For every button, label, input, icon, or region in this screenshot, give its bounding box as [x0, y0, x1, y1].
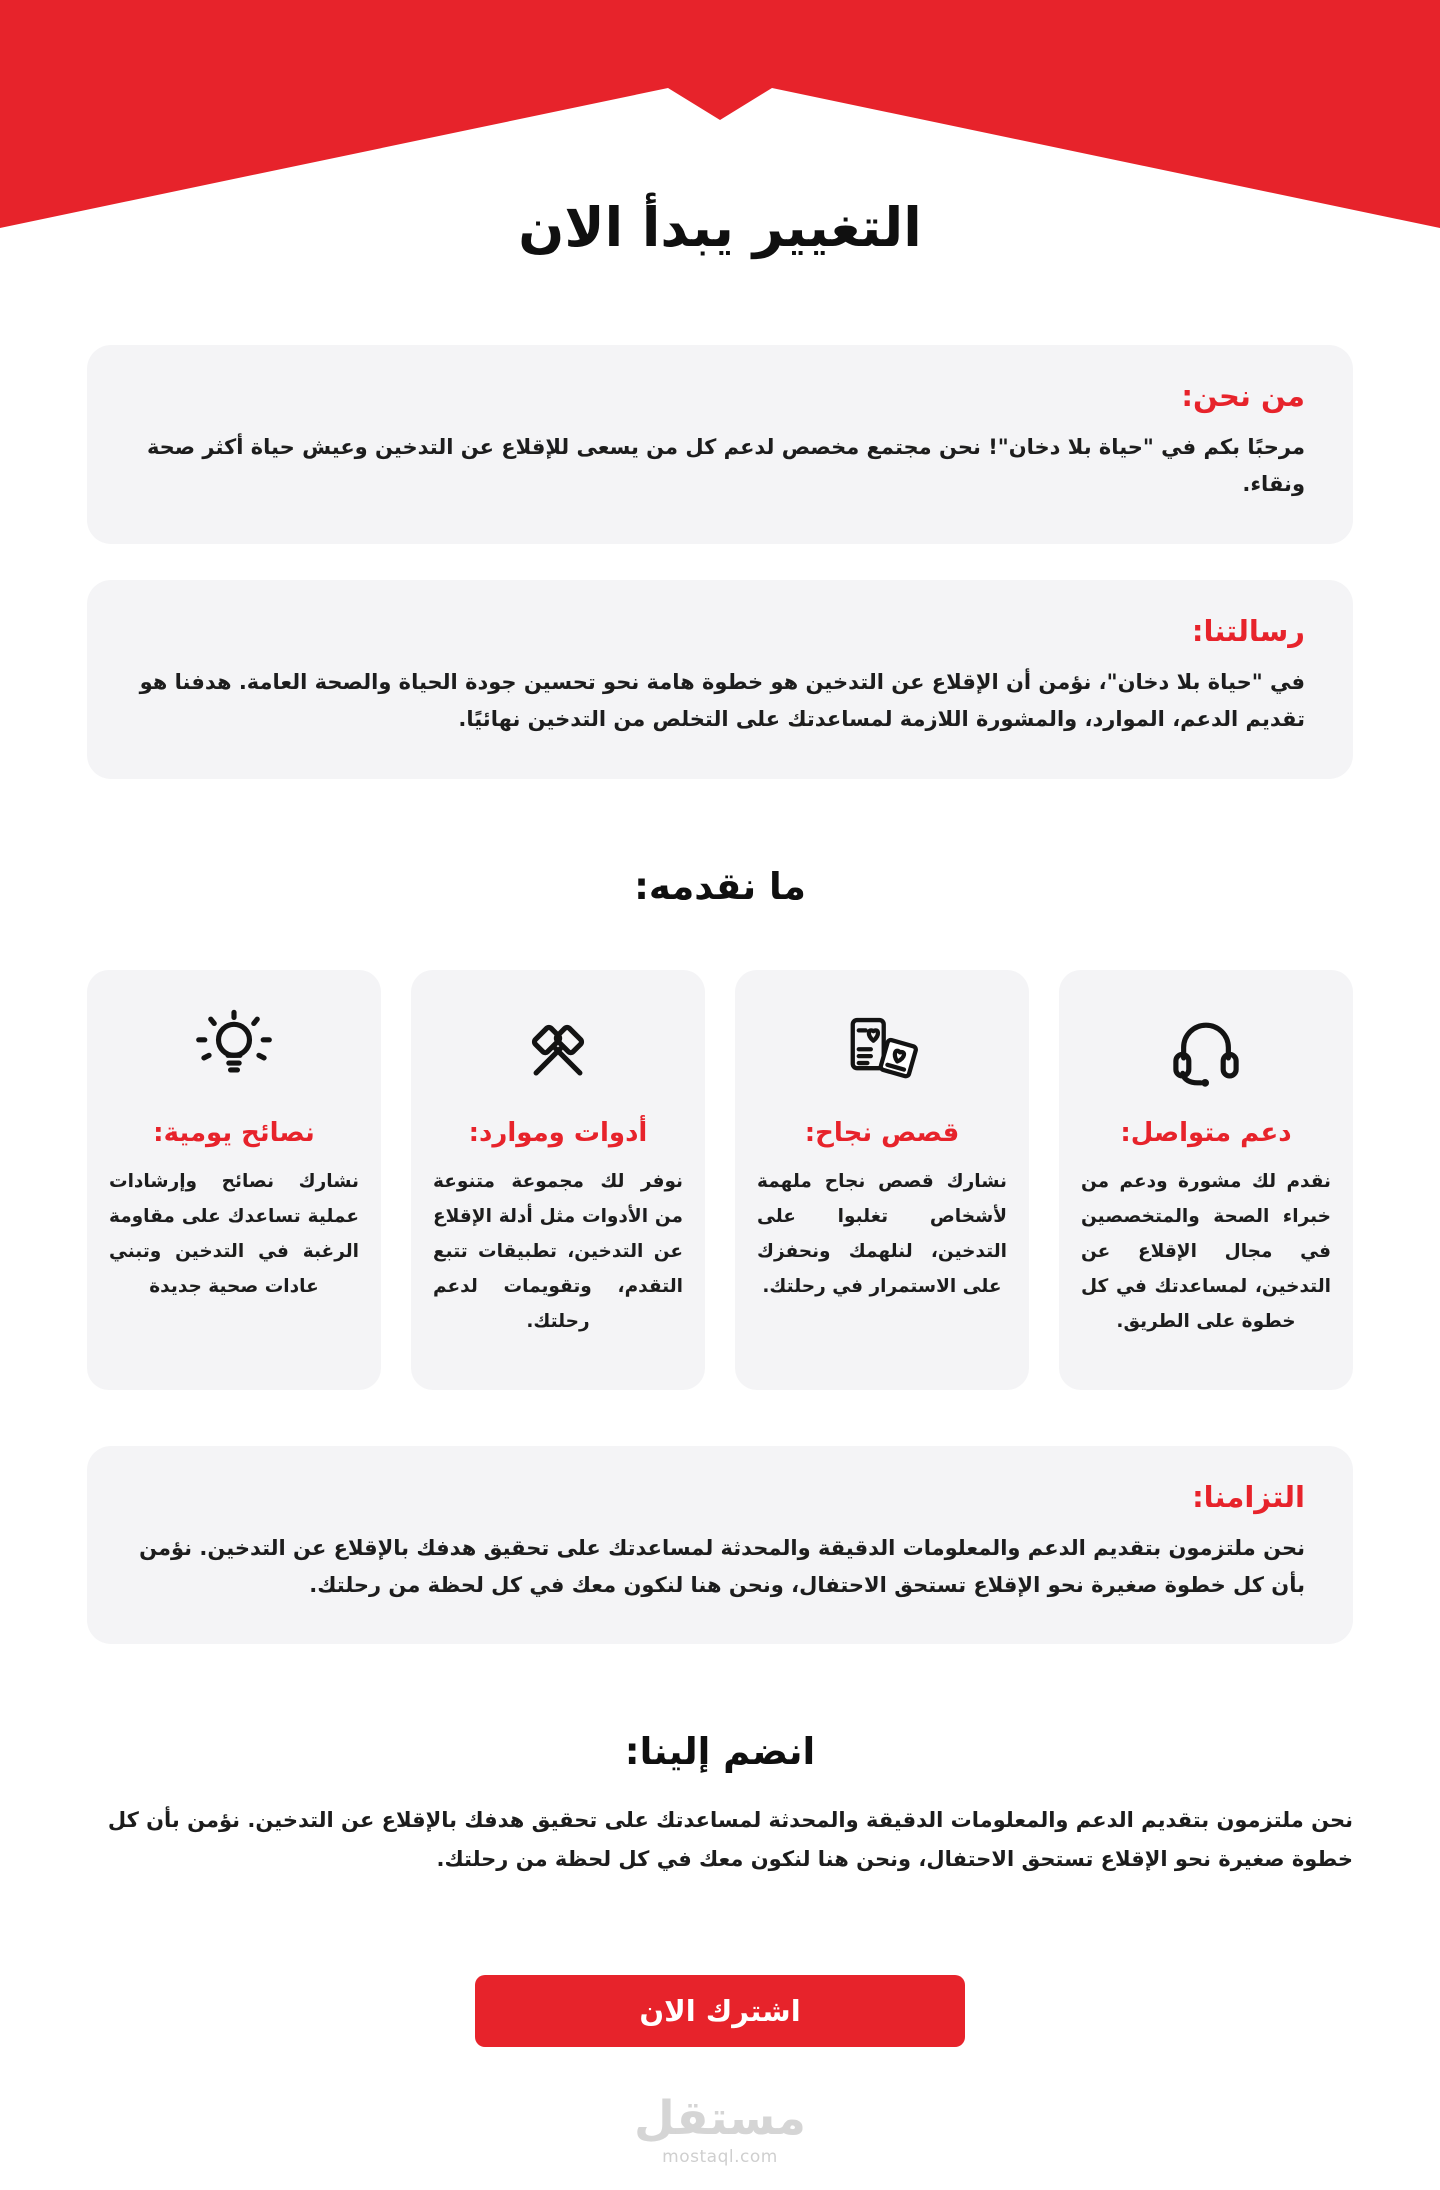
- hero-banner: [0, 0, 1440, 345]
- mission-card: [87, 580, 1353, 779]
- commitment-body: نحن ملتزمون بتقديم الدعم والمعلومات الدقيقة والمحدثة لمساعدتك على تحقيق هدفك بالإقلاع عن التدخين. نؤمن بأن كل خطوة صغيرة نحو الإقلاع تستحق الاحتفال، ونحن هنا لنكون معك في كل لحظة من رحلتك.: [139, 1535, 1305, 1597]
- banner-shape: [0, 0, 1440, 228]
- feature-body: نوفر لك مجموعة متنوعة من الأدوات مثل أدلة الإقلاع عن التدخين، تطبيقات تتبع التقدم، وتقويمات لدعم رحلتك.: [433, 1170, 683, 1333]
- feature-card-support: [1059, 970, 1353, 1390]
- about-body: مرحبًا بكم في "حياة بلا دخان"! نحن مجتمع مخصص لدعم كل من يسعى للإقلاع عن التدخين وعيش حياة أكثر صحة ونقاء.: [146, 435, 1305, 497]
- about-heading: من نحن:: [1181, 379, 1305, 413]
- tools-icon: [515, 1008, 601, 1094]
- success-stories-icon: [839, 1008, 925, 1094]
- lightbulb-icon: [191, 1008, 277, 1094]
- join-body: نحن ملتزمون بتقديم الدعم والمعلومات الدقيقة والمحدثة لمساعدتك على تحقيق هدفك بالإقلاع عن التدخين. نؤمن بأن كل خطوة صغيرة نحو الإقلاع تستحق الاحتفال، ونحن هنا لنكون معك في كل لحظة من رحلتك.: [107, 1808, 1353, 1872]
- mostaql-site: mostaql.com: [662, 2146, 778, 2167]
- feature-title: أدوات وموارد:: [468, 1117, 648, 1148]
- join-heading: انضم إلينا:: [624, 1730, 816, 1774]
- offers-heading: ما نقدمه:: [634, 864, 806, 908]
- feature-card-tips: [87, 970, 381, 1390]
- feature-card-stories: [735, 970, 1029, 1390]
- mission-body: في "حياة بلا دخان"، نؤمن أن الإقلاع عن التدخين هو خطوة هامة نحو تحسين جودة الحياة والصحة العامة. هدفنا هو تقديم الدعم، الموارد، والمشورة اللازمة لمساعدتك على التخلص من التدخين نهائيًا.: [139, 669, 1305, 732]
- feature-title: نصائح يومية:: [153, 1117, 315, 1148]
- feature-body: نشارك نصائح وإرشادات عملية تساعدك على مقاومة الرغبة في التدخين وتبني عادات صحية جديدة: [109, 1170, 359, 1297]
- features-row: [87, 970, 1353, 1390]
- feature-body: نقدم لك مشورة ودعم من خبراء الصحة والمتخصصين في مجال الإقلاع عن التدخين، لمساعدتك في كل خطوة على الطريق.: [1081, 1170, 1331, 1333]
- feature-title: قصص نجاح:: [804, 1117, 960, 1148]
- mission-heading: رسالتنا:: [1191, 613, 1305, 648]
- page-title: التغيير يبدأ الان: [518, 196, 922, 259]
- mostaql-logo: مستقل: [634, 2090, 806, 2146]
- commitment-card: [87, 1446, 1353, 1645]
- headset-icon: [1163, 1008, 1249, 1094]
- commitment-heading: التزامنا:: [1192, 1479, 1305, 1514]
- main-content: [87, 345, 1353, 2047]
- subscribe-button[interactable]: اشترك الان: [475, 1975, 965, 2047]
- footer: [0, 2090, 1440, 2167]
- feature-card-tools: [411, 970, 705, 1390]
- feature-title: دعم متواصل:: [1120, 1117, 1292, 1148]
- about-card: [87, 345, 1353, 544]
- feature-body: نشارك قصص نجاح ملهمة لأشخاص تغلبوا على التدخين، لنلهمك ونحفزك على الاستمرار في رحلتك.: [757, 1170, 1007, 1297]
